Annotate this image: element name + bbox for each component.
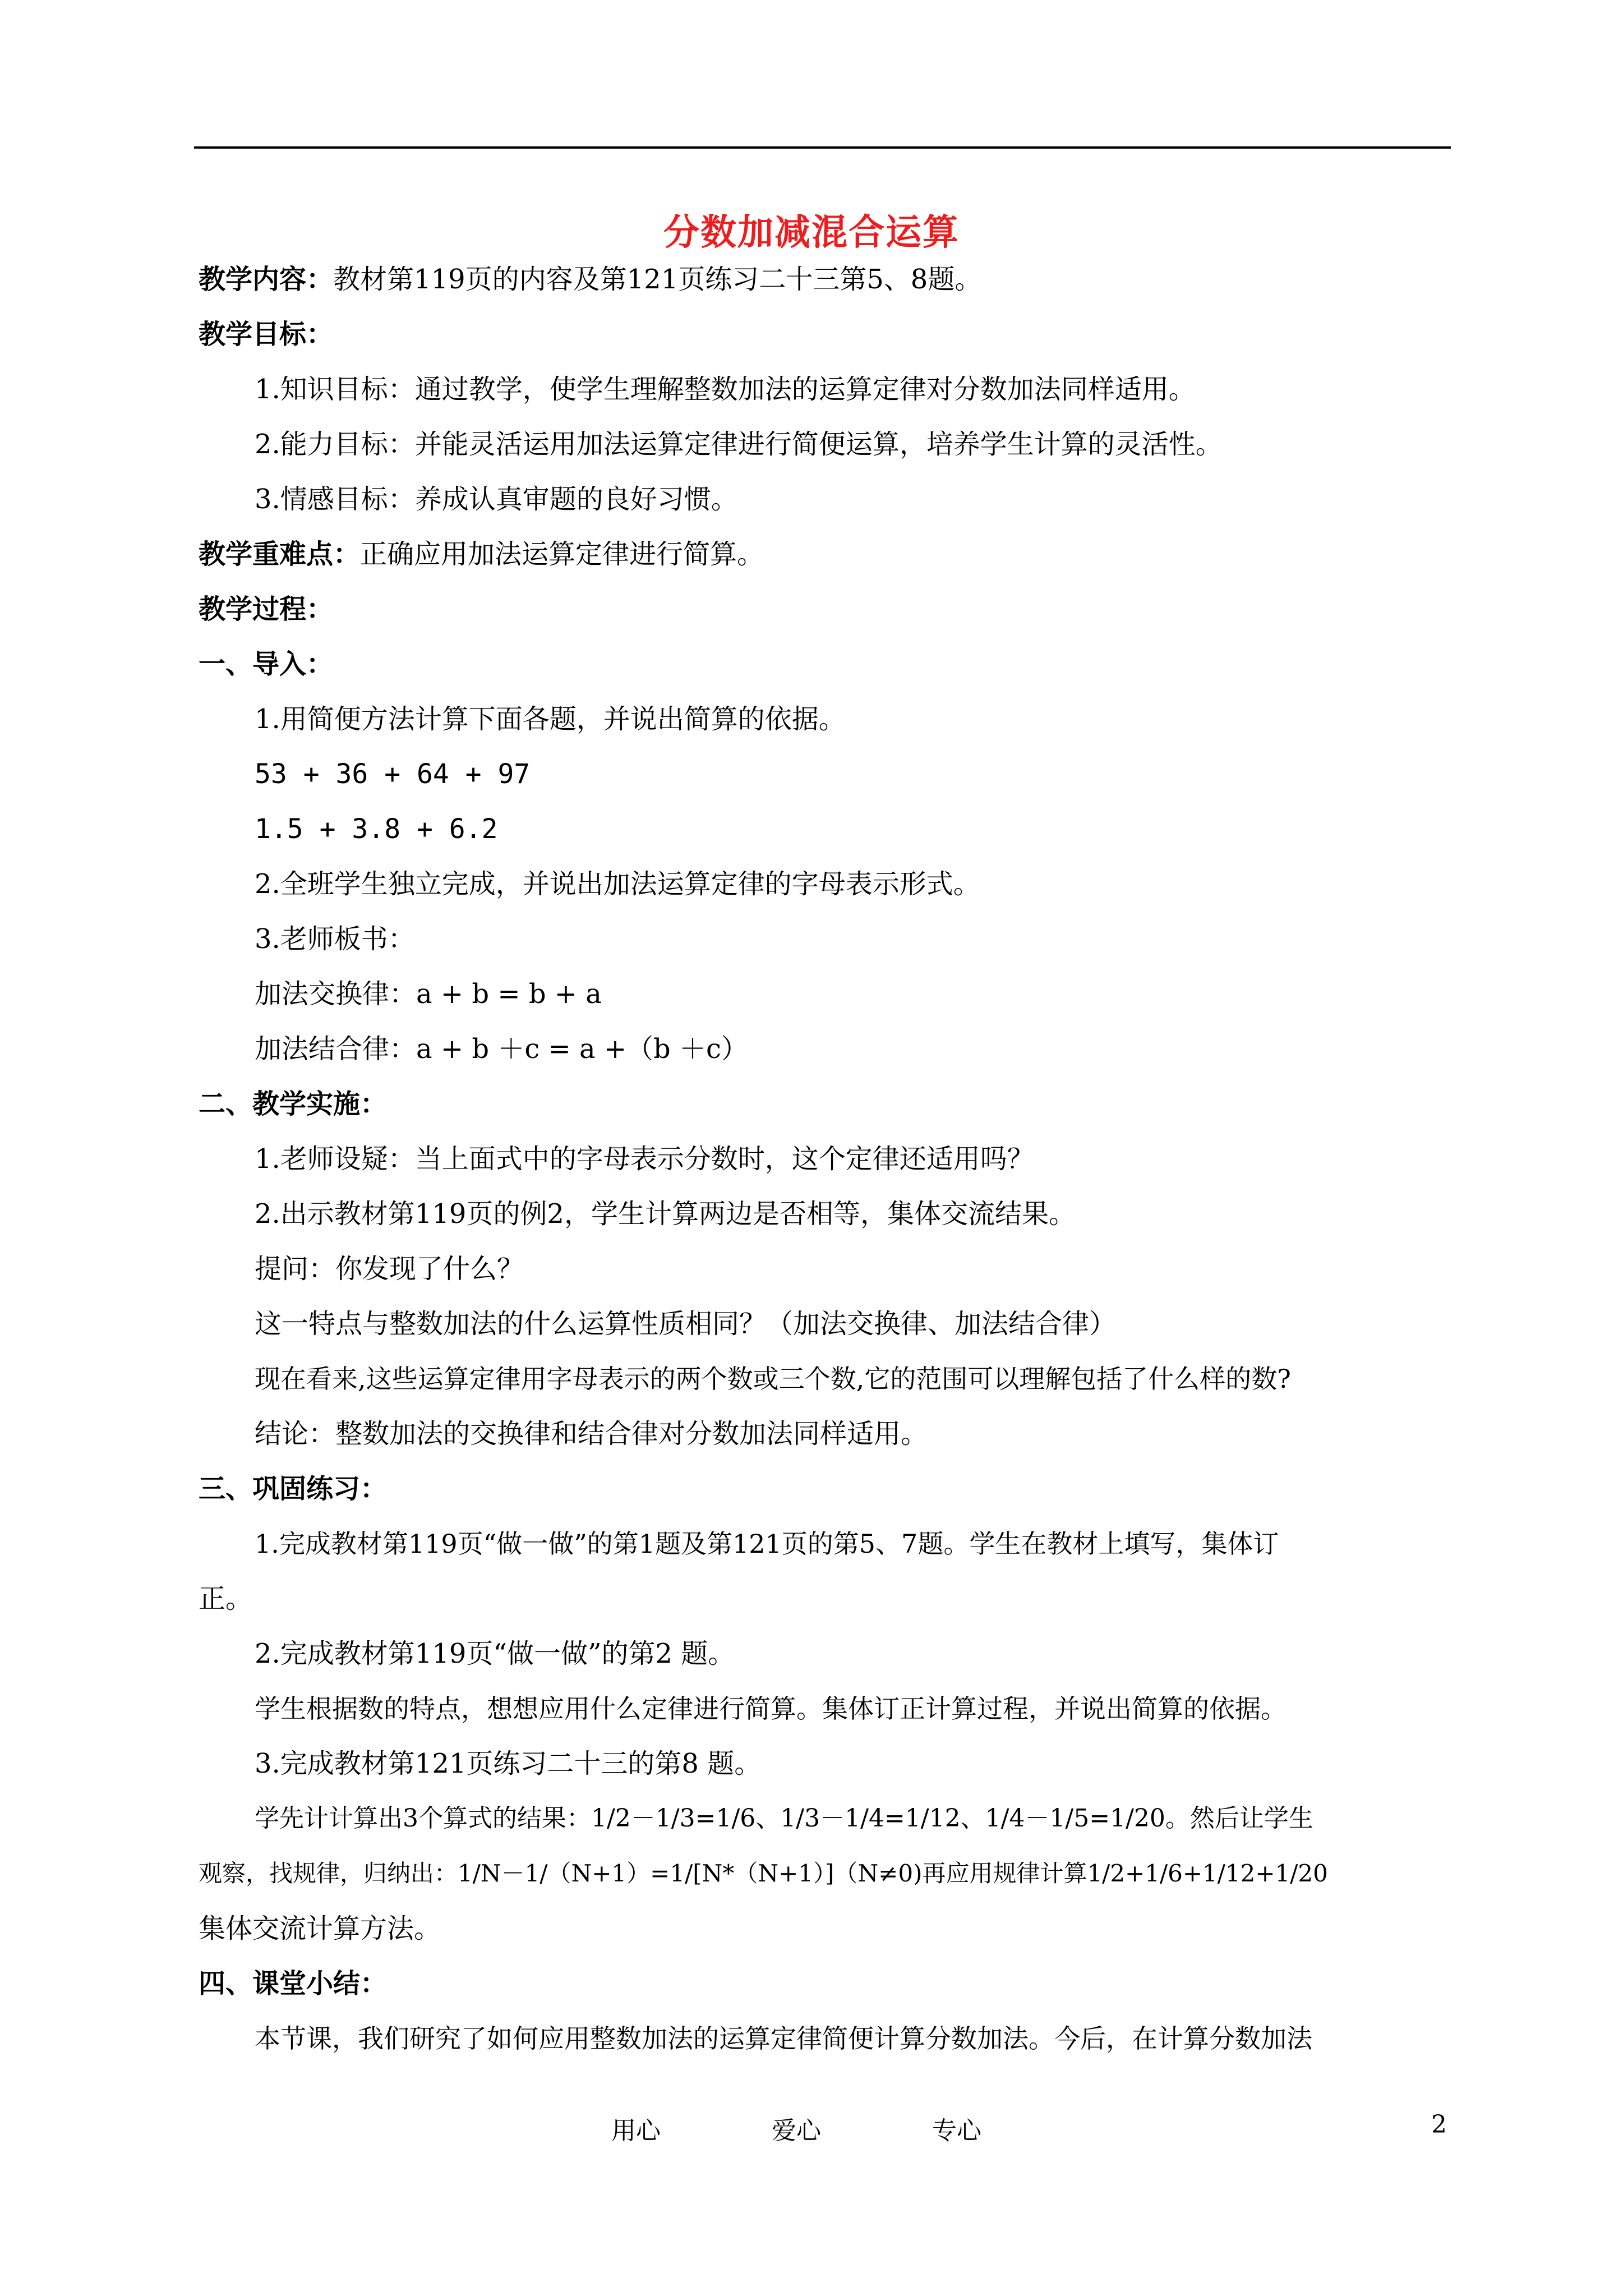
content-text: 教材第119页的内容及第121页练习二十三第5、8题。 <box>333 264 982 295</box>
implementation-line: 2.出示教材第119页的例2，学生计算两边是否相等，集体交流结果。 <box>255 1198 1076 1230</box>
practice-paragraph: 正。 <box>199 1583 253 1614</box>
implementation-line: 提问：你发现了什么？ <box>255 1253 524 1285</box>
summary-paragraph: 本节课，我们研究了如何应用整数加法的运算定律简便计算分数加法。今后，在计算分数加法 <box>255 2023 1312 2054</box>
intro-expression: 53 + 36 + 64 + 97 <box>255 758 531 790</box>
footer-motto-right: 专心 <box>932 2116 981 2145</box>
practice-paragraph: 学生根据数的特点，想想应用什么定律进行简算。集体订正计算过程，并说出简算的依据。 <box>255 1694 1287 1724</box>
implementation-line: 1.老师设疑：当上面式中的字母表示分数时，这个定律还适用吗？ <box>255 1143 1034 1175</box>
section-heading-practice: 三、巩固练习： <box>199 1473 388 1504</box>
key-points-label: 教学重难点： <box>199 539 361 570</box>
content-line <box>199 263 1455 296</box>
section-heading-intro: 一、导入： <box>199 648 334 680</box>
key-points-text: 正确应用加法运算定律进行简算。 <box>360 539 764 570</box>
header-rule <box>194 146 1451 149</box>
commutative-law: 加法交换律：a + b = b + a <box>255 978 602 1010</box>
process-label: 教学过程： <box>199 593 334 625</box>
footer-motto-middle: 爱心 <box>772 2116 821 2145</box>
implementation-line: 这一特点与整数加法的什么运算性质相同？（加法交换律、加法结合律） <box>255 1308 1117 1340</box>
practice-paragraph: 学先计计算出3个算式的结果：1/2－1/3=1/6、1/3－1/4=1/12、1/4－1/5=1/20。然后让学生 <box>255 1804 1313 1833</box>
goal-item-knowledge: 1.知识目标：通过教学，使学生理解整数加法的运算定律对分数加法同样适用。 <box>255 374 1196 405</box>
intro-line: 1.用简便方法计算下面各题，并说出简算的依据。 <box>255 703 846 735</box>
practice-paragraph: 1.完成教材第119页“做一做”的第1题及第121页的第5、7题。学生在教材上填写，集体订 <box>255 1529 1279 1559</box>
section-heading-summary: 四、课堂小结： <box>199 1968 388 1999</box>
intro-line: 2.全班学生独立完成，并说出加法运算定律的字母表示形式。 <box>255 868 980 900</box>
implementation-conclusion: 结论：整数加法的交换律和结合律对分数加法同样适用。 <box>255 1418 928 1450</box>
goal-item-ability: 2.能力目标：并能灵活运用加法运算定律进行简便运算，培养学生计算的灵活性。 <box>255 429 1223 460</box>
footer-motto <box>611 2110 981 2146</box>
content-label: 教学内容： <box>199 264 334 295</box>
document-title: 分数加减混合运算 <box>663 212 960 254</box>
practice-paragraph: 集体交流计算方法。 <box>199 1913 441 1944</box>
intro-line: 3.老师板书： <box>255 923 415 955</box>
page-number: 2 <box>1431 2110 1447 2139</box>
practice-paragraph: 2.完成教材第119页“做一做”的第2 题。 <box>255 1638 735 1669</box>
goals-label: 教学目标： <box>199 319 334 350</box>
section-heading-implementation: 二、教学实施： <box>199 1088 388 1120</box>
intro-expression: 1.5 + 3.8 + 6.2 <box>255 813 498 845</box>
practice-paragraph: 3.完成教材第121页练习二十三的第8 题。 <box>255 1748 762 1779</box>
goal-item-emotion: 3.情感目标：养成认真审题的良好习惯。 <box>255 484 738 515</box>
key-points-line <box>199 537 1455 571</box>
implementation-line: 现在看来,这些运算定律用字母表示的两个数或三个数,它的范围可以理解包括了什么样的数? <box>255 1364 1291 1394</box>
associative-law: 加法结合律：a + b ＋c = a +（b ＋c） <box>255 1033 748 1065</box>
footer-motto-left: 用心 <box>611 2116 661 2145</box>
practice-paragraph: 观察，找规律，归纳出：1/N－1/（N+1）=1/[N*（N+1）]（N≠0)再应用规律计算1/2+1/6+1/12+1/20 <box>199 1860 1328 1887</box>
